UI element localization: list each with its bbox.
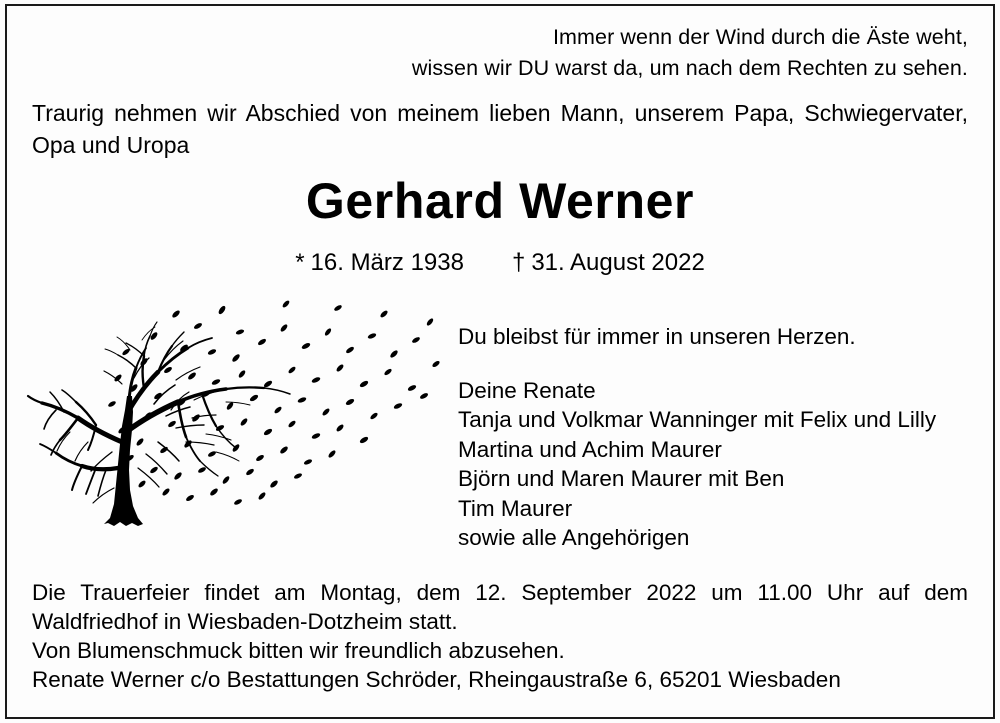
mourner-line: Tim Maurer bbox=[458, 495, 573, 521]
mourners-list bbox=[458, 376, 978, 553]
mourner-line: Tanja und Volkmar Wanninger mit Felix und Lilly bbox=[458, 407, 937, 432]
verse-line-2: wissen wir DU warst da, um nach dem Rechten zu sehen. bbox=[411, 56, 968, 80]
mourner-line: Deine Renate bbox=[458, 377, 596, 403]
intro-paragraph bbox=[32, 97, 968, 161]
ceremony-line-1: Die Trauerfeier findet am Montag, dem 12. September 2022 um 11.00 Uhr auf dem bbox=[32, 580, 968, 605]
mourner-line: sowie alle Angehörigen bbox=[458, 525, 690, 550]
flowers-note: Von Blumenschmuck bitten wir freundlich abzusehen. bbox=[32, 638, 565, 663]
mourner-line: Björn und Maren Maurer mit Ben bbox=[458, 466, 785, 491]
mourner-line: Martina und Achim Maurer bbox=[458, 436, 722, 462]
contact-line: Renate Werner c/o Bestattungen Schröder, Rheingaustraße 6, 65201 Wiesbaden bbox=[32, 667, 841, 692]
birth-star-icon: * bbox=[295, 249, 305, 276]
verse-block bbox=[268, 22, 968, 84]
tree-illustration bbox=[26, 292, 446, 542]
cross-dagger-icon: † bbox=[511, 249, 526, 276]
life-dates bbox=[0, 248, 1000, 278]
intro-line-1: Traurig nehmen wir Abschied von meinem lieben Mann, unserem Papa, Schwiegervater, bbox=[32, 100, 968, 126]
verse-line-1: Immer wenn der Wind durch die Äste weht, bbox=[552, 25, 968, 49]
tree-trunk-and-branches bbox=[28, 322, 290, 526]
birth-date-group bbox=[295, 249, 464, 276]
blowing-leaves bbox=[107, 299, 440, 505]
tribute-block bbox=[458, 322, 978, 553]
tribute-message: Du bleibst für immer in unseren Herzen. bbox=[458, 324, 856, 349]
birth-date: 16. März 1938 bbox=[310, 249, 464, 276]
deceased-name: Gerhard Werner bbox=[305, 173, 695, 229]
ceremony-paragraph bbox=[32, 578, 968, 636]
death-date-group bbox=[512, 249, 705, 276]
death-date: 31. August 2022 bbox=[531, 249, 705, 276]
ceremony-line-2: Waldfriedhof in Wiesbaden-Dotzheim statt. bbox=[32, 609, 458, 634]
funeral-details bbox=[32, 578, 968, 694]
intro-line-2: Opa und Uropa bbox=[32, 132, 190, 158]
